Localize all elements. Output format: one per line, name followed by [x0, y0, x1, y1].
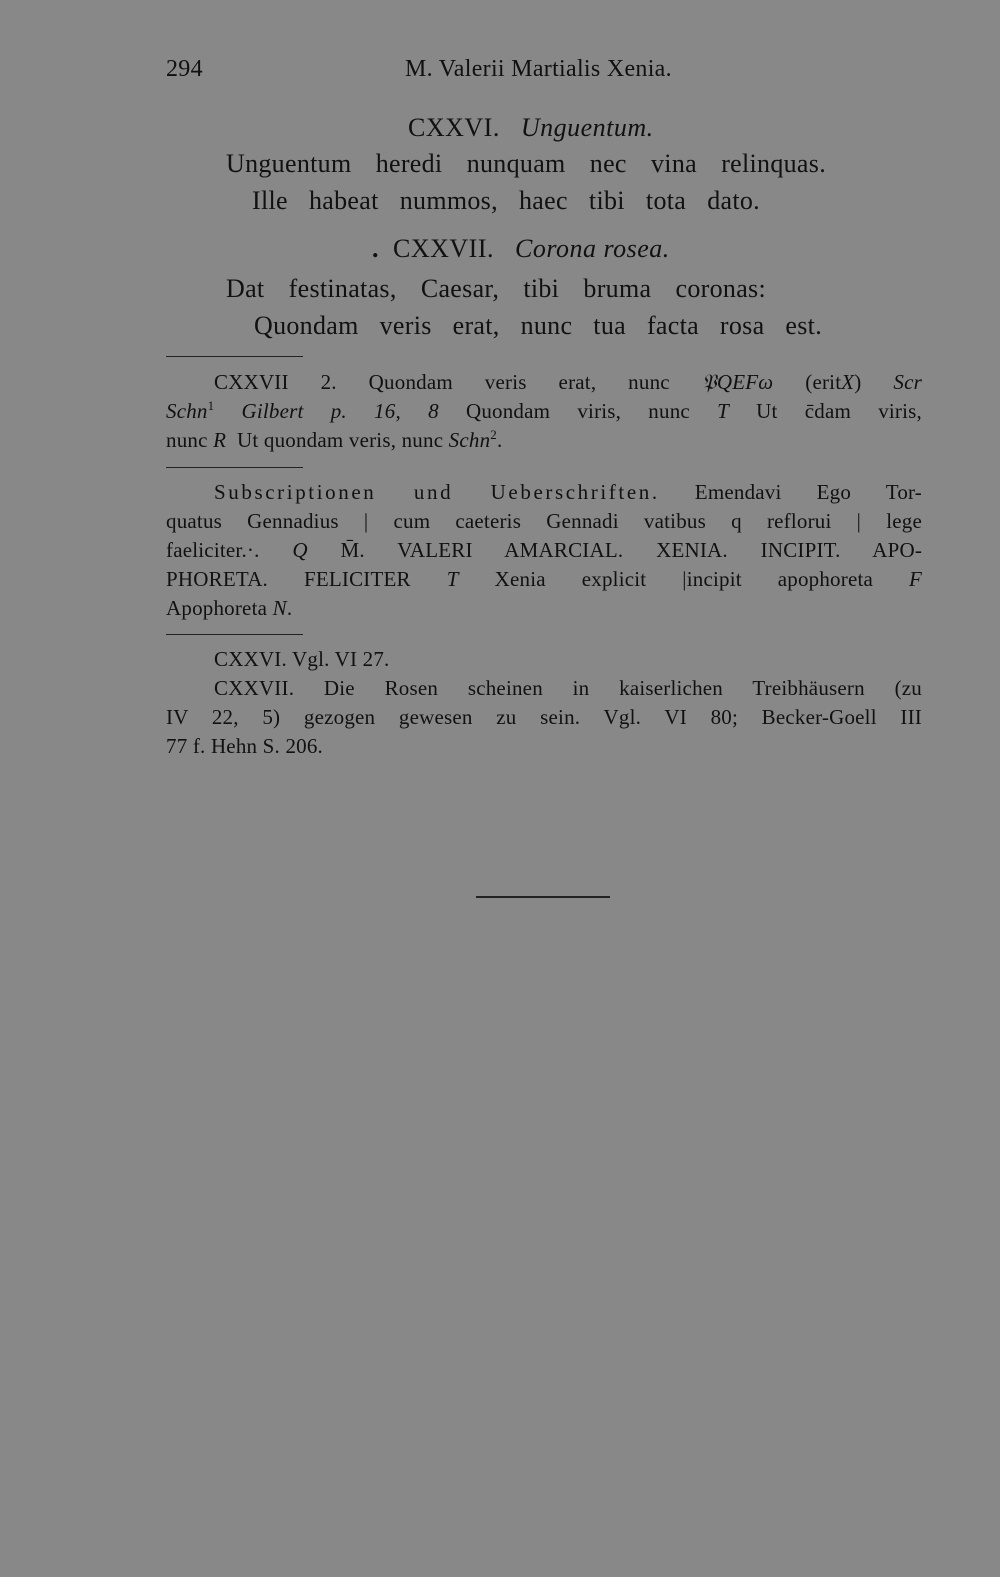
subscriptions-sigla: F: [909, 567, 923, 591]
commentary-line-1: CXXVI. Vgl. VI 27.: [214, 647, 390, 671]
apparatus-sigla: R: [213, 428, 227, 452]
apparatus-superscript: 1: [207, 398, 215, 413]
poem-127-line-2: Quondam veris erat, nunc tua facta rosa est.: [254, 311, 822, 340]
subscriptions-text: faeliciter.·.: [166, 538, 260, 562]
apparatus-text: Quondam viris, nunc: [465, 399, 690, 423]
subscriptions-line-3: [166, 538, 922, 563]
apparatus-rule: [166, 356, 303, 357]
subscriptions-line-5: [166, 596, 292, 621]
subscriptions-rule: [166, 467, 303, 468]
commentary-line-2: CXXVII. Die Rosen scheinen in kaiserlichen Treibhäusern (zu: [214, 676, 922, 700]
poem-127-numeral: CXXVII.: [393, 234, 494, 263]
apparatus-sigla: 𝔓QEFω: [701, 370, 774, 394]
apparatus-reference: Gilbert p. 16, 8: [241, 399, 439, 423]
apparatus-text: Ut c̄dam viris,: [756, 399, 922, 423]
apparatus-text: (erit: [805, 370, 842, 394]
subscriptions-sigla: Q: [292, 538, 308, 562]
poem-127-mark: .: [372, 234, 379, 263]
apparatus-line-1: [214, 370, 922, 395]
subscriptions-text: Xenia explicit |incipit apophoreta: [494, 567, 874, 591]
poem-127-heading: [372, 234, 670, 264]
subscriptions-sigla: N: [272, 596, 287, 620]
subscriptions-text: Apophoreta: [166, 596, 268, 620]
apparatus-sigla: Scr: [893, 370, 922, 394]
apparatus-line-3: [166, 428, 502, 453]
poem-126-line-2: Ille habeat nummos, haec tibi tota dato.: [252, 186, 760, 215]
apparatus-sigla: X: [841, 370, 855, 394]
subscriptions-heading: Subscriptionen und Ueberschriften.: [214, 480, 660, 504]
commentary-rule: [166, 634, 303, 635]
apparatus-sigla: Schn: [448, 428, 491, 452]
page-number: 294: [166, 56, 203, 82]
poem-127-title: Corona rosea.: [515, 234, 670, 263]
subscriptions-text: M̄. VALERI AMARCIAL. XENIA. INCIPIT. APO-: [340, 538, 923, 562]
poem-126-heading: [408, 113, 654, 143]
apparatus-text: nunc: [166, 428, 208, 452]
subscriptions-text: .: [286, 596, 293, 620]
subscriptions-text: Emendavi Ego Tor-: [694, 480, 922, 504]
apparatus-text: ): [854, 370, 862, 394]
commentary-line-3: IV 22, 5) gezogen gewesen zu sein. Vgl. VI 80; Becker-Goell III: [166, 705, 922, 729]
apparatus-superscript: 2: [490, 427, 497, 442]
apparatus-text: Ut quondam veris, nunc: [237, 428, 444, 452]
subscriptions-text: PHORETA. FELICITER: [166, 567, 411, 591]
apparatus-text: .: [497, 428, 503, 452]
commentary-line-4: 77 f. Hehn S. 206.: [166, 734, 324, 758]
subscriptions-line-1: [214, 480, 922, 505]
subscriptions-line-4: [166, 567, 922, 592]
apparatus-text: CXXVII 2. Quondam veris erat, nunc: [214, 370, 670, 394]
apparatus-sigla: T: [717, 399, 729, 423]
poem-126-title: Unguentum.: [520, 113, 654, 142]
subscriptions-sigla: T: [446, 567, 459, 591]
end-rule: [476, 896, 610, 898]
running-title: M. Valerii Martialis Xenia.: [405, 56, 672, 82]
poem-127-line-1: Dat festinatas, Caesar, tibi bruma coronas:: [226, 274, 766, 303]
apparatus-sigla: Schn: [166, 399, 208, 423]
poem-126-line-1: Unguentum heredi nunquam nec vina relinquas.: [226, 149, 826, 178]
apparatus-line-2: [166, 399, 922, 424]
poem-126-numeral: CXXVI.: [408, 113, 500, 142]
subscriptions-line-2: quatus Gennadius | cum caeteris Gennadi vatibus q reflorui | lege: [166, 509, 922, 533]
